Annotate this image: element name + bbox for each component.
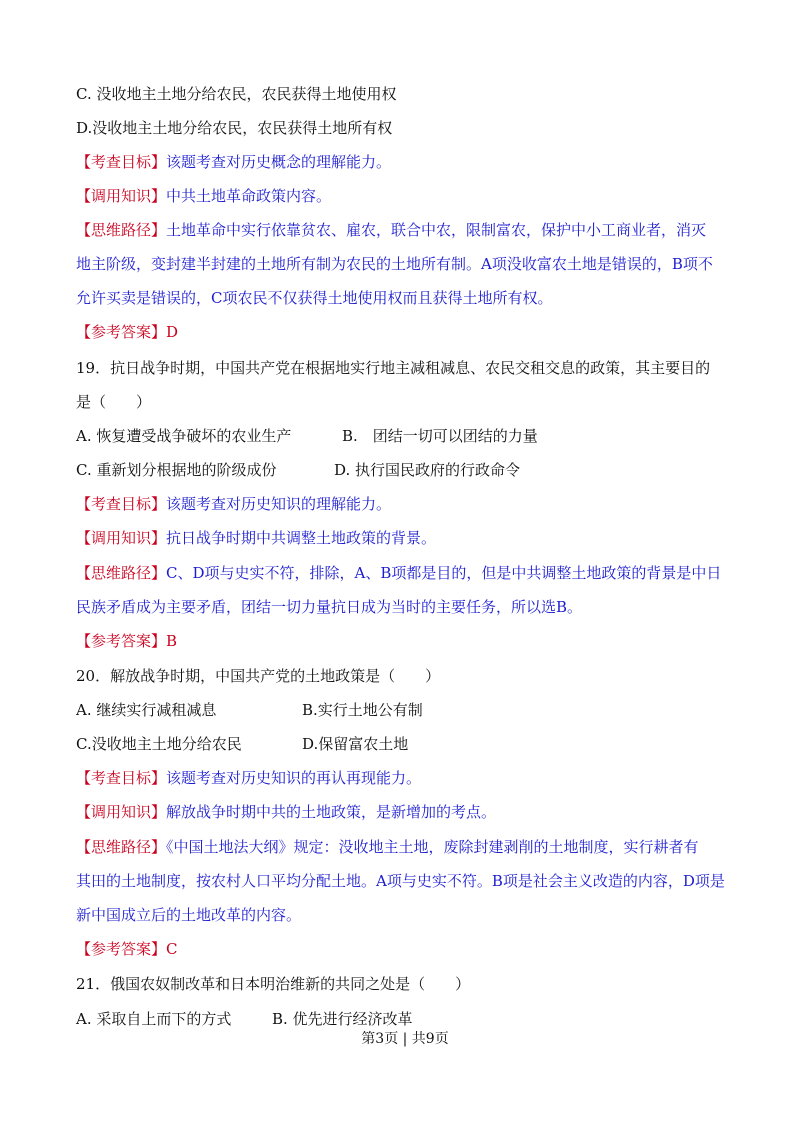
q20-options-row-2 <box>76 734 736 754</box>
target-tag: 【考查目标】 <box>76 495 167 513</box>
q19-option-b: B. 团结一切可以团结的力量 <box>342 427 538 445</box>
q19-stem-line-2: 是（ ） <box>76 393 152 411</box>
q20-target <box>76 768 736 788</box>
target-text: 该题考查对历史知识的理解能力。 <box>166 495 392 513</box>
thinking-tag: 【思维路径】 <box>76 838 167 856</box>
knowledge-tag: 【调用知识】 <box>76 803 167 821</box>
q20-options-row-1 <box>76 700 736 720</box>
q18-knowledge <box>76 186 736 206</box>
knowledge-text: 中共土地革命政策内容。 <box>166 187 332 205</box>
answer-value: D <box>166 323 179 341</box>
q18-thinking-line-2: 地主阶级，变封建半封建的土地所有制为农民的土地所有制。A项没收富农土地是错误的，B项不 <box>76 255 713 273</box>
q18-target <box>76 152 736 172</box>
target-text: 该题考查对历史知识的再认再现能力。 <box>166 769 422 787</box>
knowledge-tag: 【调用知识】 <box>76 529 167 547</box>
thinking-text: 土地革命中实行依靠贫农、雇农，联合中农，限制富农，保护中小工商业者，消灭 <box>166 221 707 239</box>
q19-target <box>76 494 736 514</box>
q20-stem: 20．解放战争时期，中国共产党的土地政策是（ ） <box>76 667 441 685</box>
target-tag: 【考查目标】 <box>76 769 167 787</box>
q20-thinking-line-3: 新中国成立后的土地改革的内容。 <box>76 906 302 924</box>
q19-option-d: D. 执行国民政府的行政命令 <box>334 461 521 479</box>
knowledge-tag: 【调用知识】 <box>76 187 167 205</box>
q20-option-d: D.保留富农土地 <box>302 735 409 753</box>
target-text: 该题考查对历史概念的理解能力。 <box>166 153 392 171</box>
target-tag: 【考查目标】 <box>76 153 167 171</box>
q19-option-a: A. 恢复遭受战争破坏的农业生产 <box>76 427 292 445</box>
q18-thinking-line-1 <box>76 220 736 240</box>
q21-options-row-1 <box>76 1009 736 1029</box>
answer-value: B <box>166 632 178 650</box>
q20-thinking-line-1 <box>76 837 736 857</box>
thinking-text: C、D项与史实不符，排除，A、B项都是目的，但是中共调整土地政策的背景是中日 <box>166 564 722 582</box>
q20-option-a: A. 继续实行减租减息 <box>76 701 217 719</box>
q19-stem-line-1: 19．抗日战争时期，中国共产党在根据地实行地主减租减息、农民交租交息的政策，其主要目的 <box>76 359 711 377</box>
q18-option-c: C. 没收地主土地分给农民，农民获得土地使用权 <box>76 85 397 103</box>
page-footer: 第3页 | 共9页 <box>361 1031 449 1047</box>
thinking-tag: 【思维路径】 <box>76 221 167 239</box>
q21-option-b: B. 优先进行经济改革 <box>272 1010 413 1028</box>
q19-answer <box>76 631 736 651</box>
q19-knowledge <box>76 528 736 548</box>
knowledge-text: 抗日战争时期中共调整土地政策的背景。 <box>166 529 437 547</box>
answer-value: C <box>166 940 178 958</box>
q19-thinking-line-1 <box>76 563 736 583</box>
q18-option-d: D.没收地主土地分给农民，农民获得土地所有权 <box>76 119 393 137</box>
thinking-text: 《中国土地法大纲》规定：没收地主土地，废除封建剥削的土地制度，实行耕者有 <box>166 838 699 856</box>
q18-thinking-line-3: 允许买卖是错误的，C项农民不仅获得土地使用权而且获得土地所有权。 <box>76 289 553 307</box>
knowledge-text: 解放战争时期中共的土地政策，是新增加的考点。 <box>166 803 497 821</box>
q20-answer <box>76 939 736 959</box>
q20-thinking-line-2: 其田的土地制度，按农村人口平均分配土地。A项与史实不符。B项是社会主义改造的内容，D项是 <box>76 872 725 890</box>
q21-stem: 21．俄国农奴制改革和日本明治维新的共同之处是（ ） <box>76 975 471 993</box>
thinking-tag: 【思维路径】 <box>76 564 167 582</box>
q20-option-b: B.实行土地公有制 <box>302 701 423 719</box>
answer-tag: 【参考答案】 <box>76 323 167 341</box>
q20-knowledge <box>76 802 736 822</box>
q19-options-row-1 <box>76 426 736 446</box>
q18-answer <box>76 322 736 342</box>
q19-option-c: C. 重新划分根据地的阶级成份 <box>76 461 277 479</box>
q19-thinking-line-2: 民族矛盾成为主要矛盾，团结一切力量抗日成为当时的主要任务，所以选B。 <box>76 598 583 616</box>
q20-option-c: C.没收地主土地分给农民 <box>76 735 242 753</box>
q21-option-a: A. 采取自上而下的方式 <box>76 1010 232 1028</box>
answer-tag: 【参考答案】 <box>76 632 167 650</box>
answer-tag: 【参考答案】 <box>76 940 167 958</box>
q19-options-row-2 <box>76 460 736 480</box>
